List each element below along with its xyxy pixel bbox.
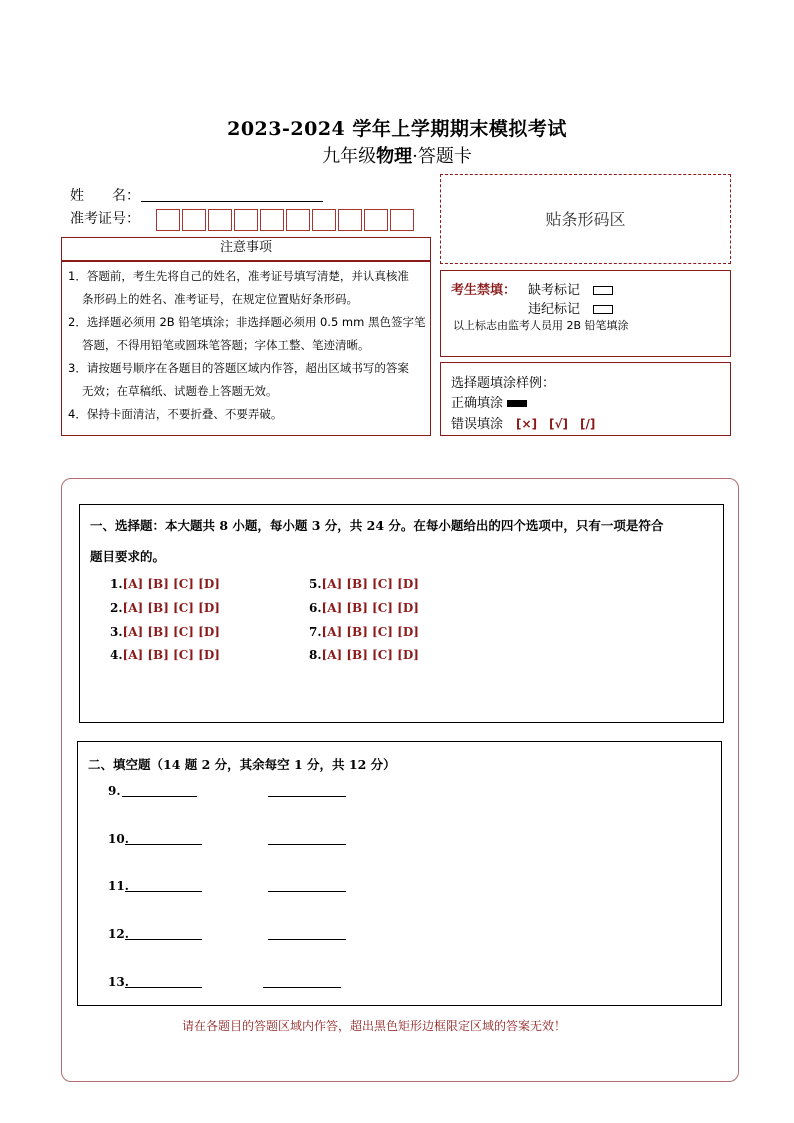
answer-options[interactable]: [A] [B] [C] [D] (321, 577, 419, 591)
question-row[interactable] (309, 601, 419, 615)
question-number: 6. (309, 601, 322, 615)
question-row[interactable] (110, 648, 220, 662)
notice-item: 1．答题前，考生先将自己的姓名，准考证号填写清楚，并认真核准 (68, 269, 409, 283)
section-fill (77, 741, 722, 1006)
fill-blank[interactable] (263, 987, 341, 988)
fill-example-title: 选择题填涂样例： (451, 376, 556, 391)
section-choice-title: 一、选择题：本大题共 8 小题，每小题 3 分，共 24 分。在每小题给出的四个选项中，只有一项是符合 (90, 518, 664, 533)
fill-blank[interactable] (268, 844, 346, 845)
notice-item: 2．选择题必须用 2B 铅笔填涂；非选择题必须用 0.5 mm 黑色签字笔 (68, 315, 426, 329)
fill-blank[interactable] (125, 987, 202, 988)
question-row[interactable] (309, 577, 419, 591)
notice-item: 无效；在草稿纸、试题卷上答题无效。 (82, 384, 278, 398)
footer-note: 请在各题目的答题区域内作答，超出黑色矩形边框限定区域的答案无效！ (182, 1019, 567, 1033)
section-fill-title: 二、填空题（14 题 2 分，其余每空 1 分，共 12 分） (88, 757, 396, 772)
fill-question-number: 11. (108, 879, 129, 893)
violation-mark-box[interactable] (593, 305, 613, 314)
wrong-fill-label: 错误填涂 (451, 417, 504, 432)
fill-question-number: 12. (108, 927, 129, 941)
barcode-area (440, 174, 731, 264)
fill-blank[interactable] (125, 939, 202, 940)
notice-item: 条形码上的姓名、准考证号，在规定位置贴好条形码。 (82, 292, 358, 306)
wrong-fill-marks: [×] [√] [/] (516, 417, 596, 431)
name-label: 姓 名： (70, 188, 140, 204)
filled-mark-icon (507, 400, 527, 407)
notice-heading: 注意事项 (61, 237, 431, 261)
barcode-label: 贴条形码区 (545, 210, 626, 229)
answer-options[interactable]: [A] [B] [C] [D] (321, 601, 419, 615)
forbidden-label: 考生禁填： (451, 283, 517, 298)
violation-mark-row (528, 298, 613, 317)
forbidden-note: 以上标志由监考人员用 2B 铅笔填涂 (453, 319, 629, 332)
fill-question-number: 9. (108, 784, 121, 798)
question-row[interactable] (110, 625, 220, 639)
question-row[interactable] (110, 601, 220, 615)
notice-item: 3．请按题号顺序在各题目的答题区域内作答，超出区域书写的答案 (68, 361, 409, 375)
question-row[interactable] (309, 625, 419, 639)
fill-blank[interactable] (122, 796, 197, 797)
question-number: 7. (309, 625, 322, 639)
fill-question-number: 13. (108, 975, 129, 989)
question-number: 3. (110, 625, 123, 639)
correct-fill-label: 正确填涂 (451, 396, 504, 411)
fill-blank[interactable] (268, 796, 346, 797)
fill-blank[interactable] (268, 891, 346, 892)
question-row[interactable] (309, 648, 419, 662)
subtitle-grade: 九年级 (322, 146, 377, 167)
notice-item: 答题，不得用铅笔或圆珠笔答题；字体工整、笔迹清晰。 (82, 338, 370, 352)
fill-question-number: 10. (108, 832, 129, 846)
id-label: 准考证号： (70, 211, 140, 227)
absent-mark-row (528, 279, 613, 298)
name-field[interactable] (141, 201, 323, 202)
question-number: 8. (309, 648, 322, 662)
page-subtitle (0, 142, 794, 168)
notice-box (61, 261, 431, 436)
subtitle-subject: 物理 (376, 146, 413, 167)
forbidden-box (440, 270, 731, 357)
answer-options[interactable]: [A] [B] [C] [D] (122, 648, 220, 662)
answer-options[interactable]: [A] [B] [C] [D] (122, 577, 220, 591)
answer-options[interactable]: [A] [B] [C] [D] (122, 601, 220, 615)
wrong-fill-row (451, 413, 595, 432)
question-number: 1. (110, 577, 123, 591)
id-boxes[interactable] (156, 209, 416, 231)
correct-fill-row (451, 392, 527, 411)
fill-blank[interactable] (125, 844, 202, 845)
question-number: 5. (309, 577, 322, 591)
notice-item: 4．保持卡面清洁，不要折叠、不要弄破。 (68, 407, 283, 421)
subtitle-suffix: ·答题卡 (412, 146, 472, 167)
fill-blank[interactable] (268, 939, 346, 940)
answer-options[interactable]: [A] [B] [C] [D] (122, 625, 220, 639)
absent-label: 缺考标记 (528, 283, 581, 298)
section-choice-title-cont: 题目要求的。 (90, 549, 166, 564)
fill-example-box (440, 362, 731, 436)
answer-options[interactable]: [A] [B] [C] [D] (321, 648, 419, 662)
violation-label: 违纪标记 (528, 302, 581, 317)
question-row[interactable] (110, 577, 220, 591)
fill-blank[interactable] (125, 891, 202, 892)
answer-options[interactable]: [A] [B] [C] [D] (321, 625, 419, 639)
question-number: 4. (110, 648, 123, 662)
absent-mark-box[interactable] (593, 286, 613, 295)
section-choice (79, 504, 724, 723)
page-title: 2023-2024 学年上学期期末模拟考试 (227, 118, 567, 140)
question-number: 2. (110, 601, 123, 615)
